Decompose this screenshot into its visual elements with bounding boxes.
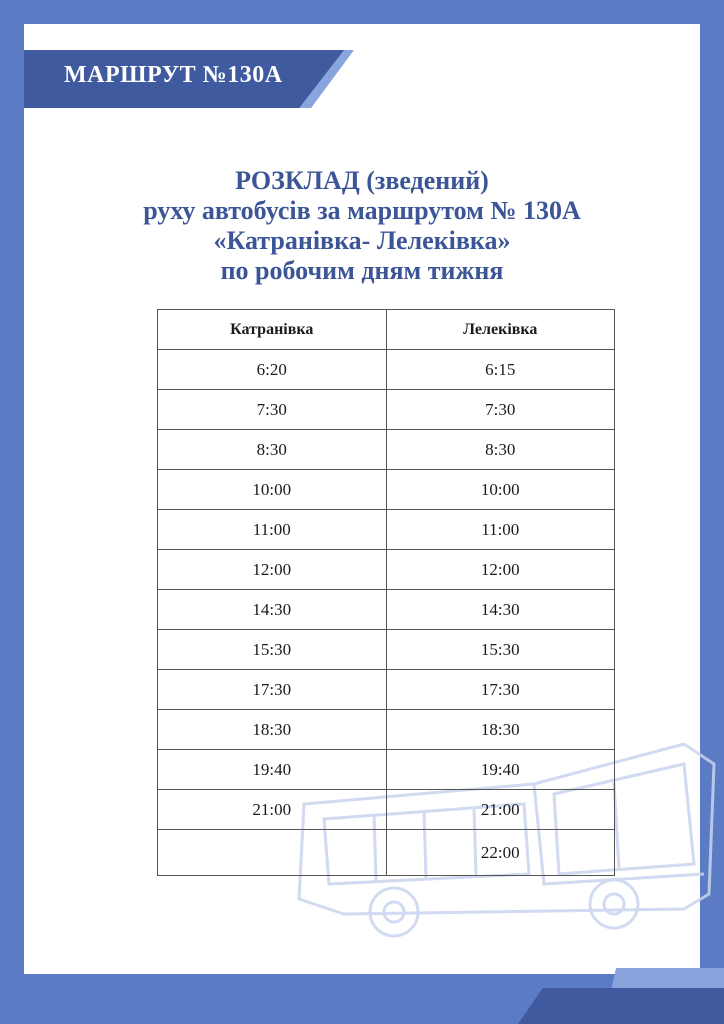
table-row xyxy=(158,710,615,750)
column-header-katranivka: Катранівка xyxy=(158,310,387,350)
departure-lelekivka: 17:30 xyxy=(386,670,615,710)
heading-line-1: РОЗКЛАД (зведений) xyxy=(235,166,489,195)
departure-lelekivka: 14:30 xyxy=(386,590,615,630)
table-row xyxy=(158,670,615,710)
departure-katranivka: 18:30 xyxy=(158,710,387,750)
table-row xyxy=(158,550,615,590)
departure-lelekivka: 8:30 xyxy=(386,430,615,470)
bottom-strip xyxy=(518,988,724,1024)
table-header-row xyxy=(158,310,615,350)
departure-katranivka: 8:30 xyxy=(158,430,387,470)
departure-katranivka: 11:00 xyxy=(158,510,387,550)
departure-lelekivka: 22:00 xyxy=(386,830,615,876)
column-header-lelekivka: Лелеківка xyxy=(386,310,615,350)
departure-katranivka: 7:30 xyxy=(158,390,387,430)
table-row xyxy=(158,470,615,510)
table-row xyxy=(158,790,615,830)
table-row xyxy=(158,390,615,430)
departure-katranivka: 15:30 xyxy=(158,630,387,670)
departure-lelekivka: 12:00 xyxy=(386,550,615,590)
departure-lelekivka: 7:30 xyxy=(386,390,615,430)
schedule-heading xyxy=(24,166,700,286)
departure-lelekivka: 21:00 xyxy=(386,790,615,830)
departure-katranivka: 6:20 xyxy=(158,350,387,390)
table-row xyxy=(158,830,615,876)
table-row xyxy=(158,510,615,550)
table-row xyxy=(158,350,615,390)
departure-katranivka: 12:00 xyxy=(158,550,387,590)
departure-katranivka: 10:00 xyxy=(158,470,387,510)
schedule-table xyxy=(157,309,615,876)
departure-lelekivka: 11:00 xyxy=(386,510,615,550)
departure-lelekivka: 6:15 xyxy=(386,350,615,390)
table-row xyxy=(158,590,615,630)
departure-katranivka: 17:30 xyxy=(158,670,387,710)
heading-line-4: по робочим дням тижня xyxy=(220,256,504,285)
departure-lelekivka: 18:30 xyxy=(386,710,615,750)
departure-lelekivka: 10:00 xyxy=(386,470,615,510)
departure-lelekivka: 15:30 xyxy=(386,630,615,670)
table-row xyxy=(158,630,615,670)
departure-katranivka xyxy=(158,830,387,876)
departure-katranivka: 14:30 xyxy=(158,590,387,630)
heading-line-2: руху автобусів за маршрутом № 130А xyxy=(143,196,581,225)
departure-lelekivka: 19:40 xyxy=(386,750,615,790)
route-title: МАРШРУТ №130А xyxy=(64,62,283,88)
table-row xyxy=(158,430,615,470)
schedule-sheet xyxy=(24,24,700,974)
departure-katranivka: 19:40 xyxy=(158,750,387,790)
heading-line-3: «Катранівка- Лелеківка» xyxy=(213,226,511,255)
departure-katranivka: 21:00 xyxy=(158,790,387,830)
table-row xyxy=(158,750,615,790)
